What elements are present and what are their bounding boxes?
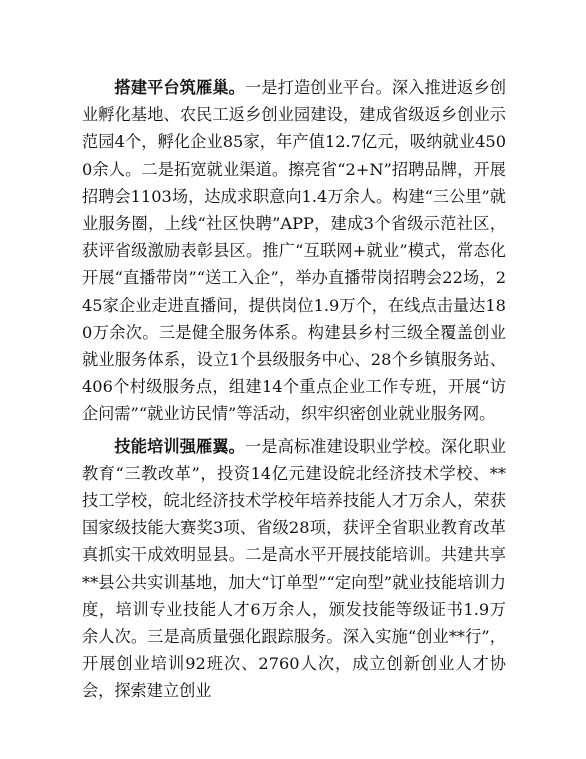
paragraph-text: 一是打造创业平台。深入推进返乡创业孵化基地、农民工返乡创业园建设，建成省级返乡创业示范园4个，孵化企业85家，年产值12.7亿元，吸纳就业4500余人。二是拓宽就业渠道。擦亮省“2+N”招聘品牌，开展招聘会1103场，达成求职意向1.4万余人。构建“三公里”就业服务圈，上线“社区快聘”APP，建成3个省级示范社区，获评省级激励表彰县区。推广“互联网+就业”模式，常态化开展“直播带岗”“送工入企”，举办直播带岗招聘会22场，245家企业走进直播间，提供岗位1.9万个，在线点击量达180万余次。三是健全服务体系。构建县乡村三级全覆盖创业就业服务体系，设立1个县级服务中心、28个乡镇服务站、406个村级服务点，组建14个重点企业工作专班，开展“访企问需”“就业访民情”等活动，织牢织密创业就业服务网。 — [82, 78, 507, 424]
paragraph-text: 一是高标准建设职业学校。深化职业教育“三教改革”，投资14亿元建设皖北经济技术学校、**技工学校，皖北经济技术学校年培养技能人才万余人，荣获国家级技能大赛奖3项、省级28项，获评全省职业教育改革真抓实干成效明显县。二是高水平开展技能培训。共建共享**县公共实训基地，加大“订单型”“定向型”就业技能培训力度，培训专业技能人才6万余人，颁发技能等级证书1.9万余人次。三是高质量强化跟踪服务。深入实施“创业**行”，开展创业培训92班次、2760人次，成立创新创业人才协会，探索建立创业 — [82, 436, 507, 701]
paragraph-platform — [82, 74, 506, 428]
document-body — [82, 74, 506, 705]
paragraph-heading: 技能培训强雁翼。 — [114, 436, 245, 456]
paragraph-skills-training — [82, 433, 506, 705]
paragraph-heading: 搭建平台筑雁巢。 — [114, 78, 245, 97]
